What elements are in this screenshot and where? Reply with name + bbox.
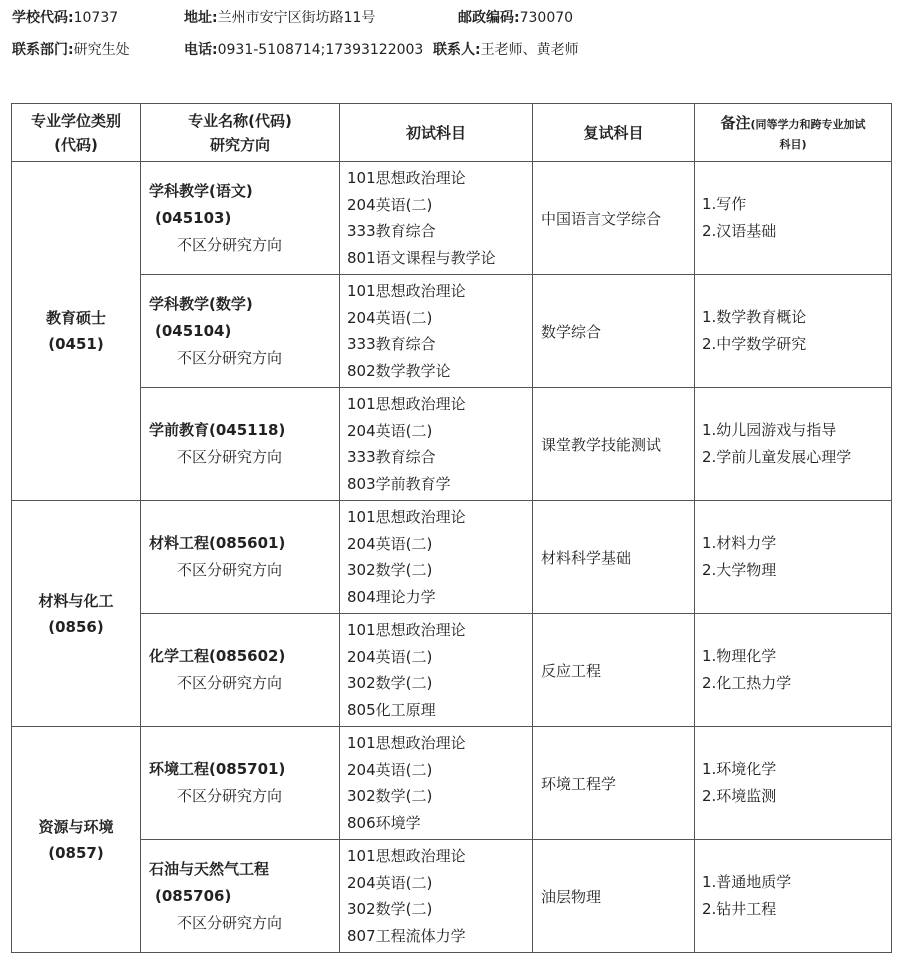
contact-department-label: 联系部门: <box>12 42 74 58</box>
table-row <box>12 275 892 388</box>
admission-table <box>11 103 892 953</box>
retest-subject-cell: 课堂教学技能测试 <box>533 388 695 501</box>
school-address-label: 地址: <box>184 10 218 26</box>
school-address-value: 兰州市安宁区街坊路11号 <box>217 10 376 26</box>
subject-item: 101思想政治理论 <box>347 395 466 413</box>
major-cell <box>141 727 340 840</box>
major-direction: 不区分研究方向 <box>177 787 283 805</box>
subject-item: 804理论力学 <box>347 587 436 606</box>
major-name: 石油与天然气工程 <box>149 859 270 878</box>
contact-person-value: 王老师、黄老师 <box>480 42 579 58</box>
subject-item: 204英语(二) <box>347 421 433 440</box>
retest-subject-cell: 中国语言文学综合 <box>533 162 695 275</box>
note-item: 1.物理化学 <box>702 647 777 665</box>
notes-cell <box>695 614 892 727</box>
note-item: 2.大学物理 <box>702 561 777 579</box>
major-cell <box>141 388 340 501</box>
subject-item: 806环境学 <box>347 813 421 832</box>
category-cell-education <box>12 162 141 501</box>
subject-item: 302数学(二) <box>347 787 433 805</box>
contact-phone <box>184 39 423 61</box>
major-name: 学科教学(语文) <box>149 181 253 200</box>
header-category-line1: 专业学位类别 <box>30 111 121 130</box>
major-cell <box>141 501 340 614</box>
major-cell <box>141 840 340 953</box>
note-item: 1.材料力学 <box>702 534 777 552</box>
header-major-line2: 研究方向 <box>209 135 270 154</box>
school-info-line-2 <box>12 39 892 61</box>
subject-item: 801语文课程与教学论 <box>347 248 496 267</box>
major-code: (085706) <box>155 886 232 905</box>
subject-item: 333教育综合 <box>347 222 436 240</box>
category-cell-materials <box>12 501 141 727</box>
retest-subject-cell: 材料科学基础 <box>533 501 695 614</box>
subject-item: 302数学(二) <box>347 900 433 918</box>
school-code <box>12 7 118 29</box>
major-direction: 不区分研究方向 <box>177 348 283 367</box>
initial-subjects-cell <box>340 162 533 275</box>
contact-person <box>433 39 579 61</box>
header-major <box>141 104 340 162</box>
notes-cell <box>695 388 892 501</box>
note-item: 2.钻井工程 <box>702 900 777 918</box>
major-code: (045104) <box>155 321 232 340</box>
header-category <box>12 104 141 162</box>
subject-item: 101思想政治理论 <box>347 282 466 300</box>
retest-subject-cell: 反应工程 <box>533 614 695 727</box>
major-cell <box>141 614 340 727</box>
table-header-row <box>12 104 892 162</box>
subject-item: 805化工原理 <box>347 700 436 719</box>
table-row <box>12 727 892 840</box>
subject-item: 204英语(二) <box>347 195 433 214</box>
contact-phone-label: 电话: <box>184 42 218 58</box>
major-direction: 不区分研究方向 <box>177 235 283 254</box>
notes-cell <box>695 840 892 953</box>
contact-person-label: 联系人: <box>433 42 481 58</box>
subject-item: 204英语(二) <box>347 534 433 553</box>
contact-department-value: 研究生处 <box>73 42 130 58</box>
notes-cell <box>695 162 892 275</box>
category-code: (0451) <box>48 335 104 353</box>
major-direction: 不区分研究方向 <box>177 913 283 932</box>
note-item: 2.中学数学研究 <box>702 335 807 353</box>
major-direction: 不区分研究方向 <box>177 448 283 466</box>
notes-cell <box>695 501 892 614</box>
major-name: 环境工程(085701) <box>149 760 286 778</box>
subject-item: 204英语(二) <box>347 308 433 327</box>
major-name: 学科教学(数学) <box>149 294 253 313</box>
subject-item: 204英语(二) <box>347 760 433 779</box>
retest-subject-cell: 环境工程学 <box>533 727 695 840</box>
note-item: 1.写作 <box>702 195 747 213</box>
subject-item: 204英语(二) <box>347 647 433 666</box>
note-item: 1.普通地质学 <box>702 873 792 891</box>
initial-subjects-cell <box>340 614 533 727</box>
note-item: 2.学前儿童发展心理学 <box>702 448 852 466</box>
header-major-line1: 专业名称(代码) <box>188 111 292 130</box>
header-notes-small-1: (同等学力和跨专业加试 <box>750 117 866 131</box>
initial-subjects-cell <box>340 388 533 501</box>
subject-item: 101思想政治理论 <box>347 169 466 187</box>
subject-item: 807工程流体力学 <box>347 926 466 945</box>
major-name: 材料工程(085601) <box>149 534 286 552</box>
header-notes <box>695 104 892 162</box>
note-item: 1.幼儿园游戏与指导 <box>702 421 837 439</box>
category-name: 材料与化工 <box>38 591 114 610</box>
initial-subjects-cell <box>340 275 533 388</box>
subject-item: 101思想政治理论 <box>347 621 466 639</box>
subject-item: 333教育综合 <box>347 335 436 353</box>
subject-item: 204英语(二) <box>347 873 433 892</box>
subject-item: 803学前教育学 <box>347 474 451 493</box>
retest-subject-cell: 油层物理 <box>533 840 695 953</box>
school-postcode-value: 730070 <box>519 10 574 26</box>
header-category-line2: (代码) <box>54 135 98 154</box>
subject-item: 101思想政治理论 <box>347 734 466 752</box>
category-name: 资源与环境 <box>38 817 114 836</box>
header-initial-subjects: 初试科目 <box>340 104 533 162</box>
initial-subjects-cell <box>340 727 533 840</box>
school-code-label: 学校代码: <box>12 10 74 26</box>
category-code: (0856) <box>48 617 104 636</box>
table-row <box>12 614 892 727</box>
header-retest-subjects: 复试科目 <box>533 104 695 162</box>
subject-item: 302数学(二) <box>347 674 433 692</box>
school-code-value: 10737 <box>73 10 119 26</box>
major-name: 学前教育(045118) <box>149 421 286 439</box>
major-direction: 不区分研究方向 <box>177 561 283 579</box>
subject-item: 333教育综合 <box>347 448 436 466</box>
note-item: 1.环境化学 <box>702 760 777 778</box>
major-name: 化学工程(085602) <box>149 647 286 665</box>
major-cell <box>141 275 340 388</box>
header-notes-small-2: 科目) <box>779 137 807 151</box>
school-address <box>184 7 375 29</box>
retest-subject-cell: 数学综合 <box>533 275 695 388</box>
contact-department <box>12 39 130 61</box>
note-item: 2.化工热力学 <box>702 674 792 692</box>
table-row <box>12 388 892 501</box>
subject-item: 101思想政治理论 <box>347 508 466 526</box>
initial-subjects-cell <box>340 840 533 953</box>
table-row <box>12 501 892 614</box>
school-info-line-1 <box>12 7 892 29</box>
subject-item: 802数学教学论 <box>347 361 451 380</box>
category-cell-environment <box>12 727 141 953</box>
major-direction: 不区分研究方向 <box>177 674 283 692</box>
notes-cell <box>695 275 892 388</box>
note-item: 2.环境监测 <box>702 787 777 805</box>
subject-item: 101思想政治理论 <box>347 847 466 865</box>
major-code: (045103) <box>155 208 232 227</box>
contact-phone-value: 0931-5108714;17393122003 <box>217 42 424 58</box>
major-cell <box>141 162 340 275</box>
subject-item: 302数学(二) <box>347 561 433 579</box>
initial-subjects-cell <box>340 501 533 614</box>
school-postcode <box>458 7 573 29</box>
school-postcode-label: 邮政编码: <box>458 10 520 26</box>
notes-cell <box>695 727 892 840</box>
category-code: (0857) <box>48 843 104 862</box>
header-notes-main: 备注 <box>720 113 751 132</box>
table-row <box>12 162 892 275</box>
category-name: 教育硕士 <box>45 309 106 327</box>
note-item: 2.汉语基础 <box>702 222 777 240</box>
table-row <box>12 840 892 953</box>
note-item: 1.数学教育概论 <box>702 308 807 326</box>
